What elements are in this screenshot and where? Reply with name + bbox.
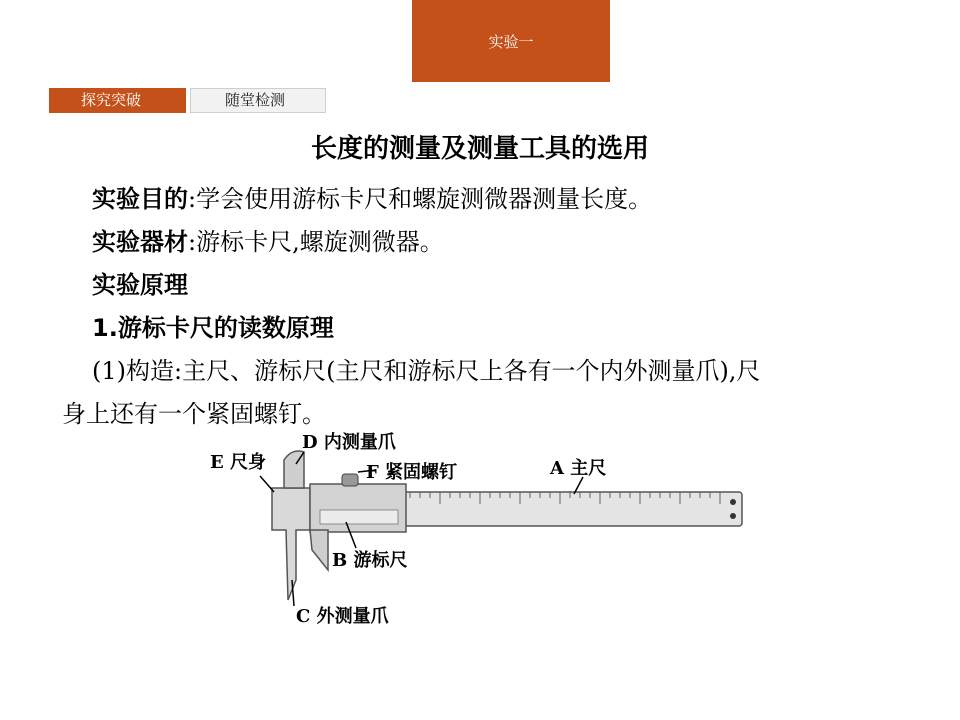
label-e-body: E 尺身 — [210, 452, 266, 473]
principle-heading: 实验原理 — [92, 271, 188, 299]
fixed-jaw — [272, 488, 310, 600]
equipment-line — [62, 221, 902, 264]
locking-screw — [342, 474, 358, 486]
vernier-slider — [310, 484, 406, 532]
slide-title: 长度的测量及测量工具的选用 — [310, 134, 649, 164]
label-b-vernier: B 游标尺 — [332, 550, 408, 571]
label-f-locking-screw: F 紧固螺钉 — [366, 462, 458, 483]
vernier-scale — [320, 510, 398, 524]
label-c-outer-jaw: C 外测量爪 — [296, 606, 389, 627]
section1-number: 1 — [92, 314, 109, 342]
tab-quiz[interactable]: 随堂检测 — [190, 88, 326, 113]
outer-jaw-sliding — [310, 530, 328, 570]
vernier-caliper-drawing — [200, 430, 760, 640]
chapter-tab[interactable]: 实验一 — [412, 0, 610, 82]
section-tabs — [49, 88, 326, 113]
equipment-text: :游标卡尺,螺旋测微器。 — [188, 228, 444, 256]
section1-title: .游标卡尺的读数原理 — [108, 314, 334, 342]
body-text — [62, 178, 902, 436]
label-a-main-scale: A 主尺 — [550, 458, 607, 479]
purpose-text: :学会使用游标卡尺和螺旋测微器测量长度。 — [188, 185, 653, 213]
construction-line-2: 身上还有一个紧固螺钉。 — [62, 400, 326, 428]
section1-heading — [62, 307, 902, 350]
rivet-bottom — [730, 513, 736, 519]
equipment-label: 实验器材 — [92, 228, 188, 256]
purpose-line — [62, 178, 902, 221]
construction-line-1: (1)构造:主尺、游标尺(主尺和游标尺上各有一个内外测量爪),尺 — [92, 357, 761, 385]
tab-explore[interactable]: 探究突破 — [49, 88, 186, 113]
rivet-top — [730, 499, 736, 505]
purpose-label: 实验目的 — [92, 185, 188, 213]
vernier-caliper-figure — [200, 430, 760, 640]
label-d-inner-jaw: D 内测量爪 — [302, 432, 396, 453]
